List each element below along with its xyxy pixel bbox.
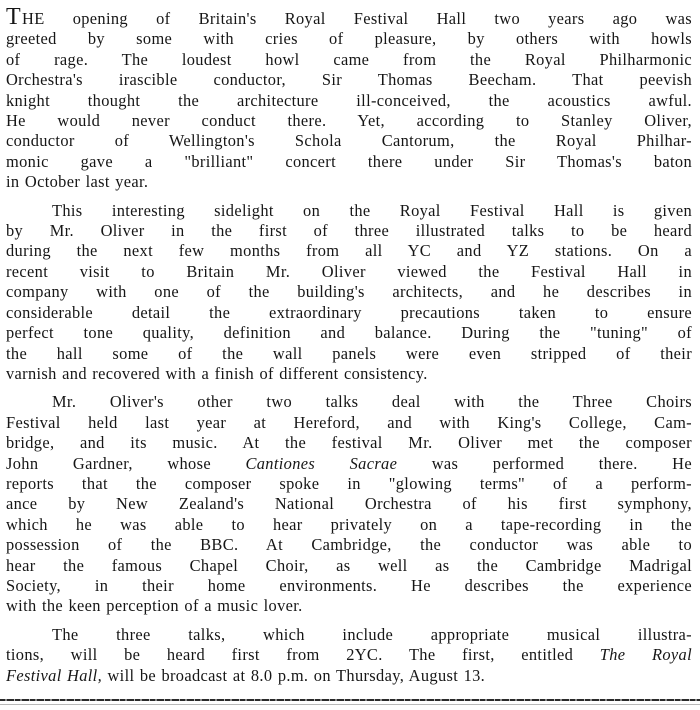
talk-title: Festival Hall, [6, 665, 103, 685]
paragraph-gap [6, 384, 692, 392]
text-line [6, 454, 692, 474]
text-segment: was performed there. He [397, 453, 692, 473]
article [6, 4, 692, 686]
text-line: reports that the composer spoke in "glowing terms" of a perform- [6, 473, 692, 493]
work-title: Cantiones Sacrae [245, 453, 398, 473]
paragraph-4 [6, 625, 692, 686]
text-line: This interesting sidelight on the Royal Festival Hall is given [52, 200, 692, 220]
text-line: hear the famous Chapel Choir, as well as the Cambridge Madrigal [6, 555, 692, 575]
text-line: which he was able to hear privately on a tape-recording in the [6, 514, 692, 534]
paragraph-1 [6, 4, 692, 193]
column-divider-rule [0, 704, 700, 705]
text-line: Mr. Oliver's other two talks deal with the Three Choirs [52, 392, 692, 412]
text-line [6, 645, 692, 665]
text-line: possession of the BBC. At Cambridge, the conductor was able to [6, 535, 692, 555]
text-line: The three talks, which include appropriate musical illustra- [52, 624, 692, 644]
text-line: considerable detail the extraordinary precautions taken to ensure [6, 302, 692, 322]
text-line: Orchestra's irascible conductor, Sir Thomas Beecham. That peevish [6, 70, 692, 90]
paragraph-gap [6, 193, 692, 201]
paragraph-gap [6, 617, 692, 625]
text-segment: John Gardner, whose [6, 453, 246, 473]
paragraph-2 [6, 201, 692, 385]
text-line: He would never conduct there. Yet, according to Stanley Oliver, [6, 111, 692, 131]
text-line: by Mr. Oliver in the first of three illustrated talks to be heard [6, 221, 692, 241]
talk-title: The Royal [599, 645, 692, 665]
text-line [6, 666, 692, 686]
text-line: perfect tone quality, definition and balance. During the "tuning" of [6, 323, 692, 343]
column-divider-rule [0, 699, 700, 701]
text-line: Society, in their home environments. He describes the experience [6, 575, 692, 595]
text-segment: tions, will be heard first from 2YC. The first, entitled [6, 645, 600, 665]
text-line: knight thought the architecture ill-conceived, the acoustics awful. [6, 90, 692, 110]
text-segment: will be broadcast at 8.0 p.m. on Thursday, August 13. [102, 665, 486, 685]
text-line: in October last year. [6, 172, 149, 192]
text-line: monic gave a "brilliant" concert there under Sir Thomas's baton [6, 151, 692, 171]
text-line: with the keen perception of a music lover. [6, 596, 303, 616]
text-line: during the next few months from all YC and YZ stations. On a [6, 241, 692, 261]
text-line: varnish and recovered with a finish of different consistency. [6, 363, 428, 383]
text-line: ance by New Zealand's National Orchestra of his first symphony, [6, 494, 692, 514]
text-line: greeted by some with cries of pleasure, by others with howls [6, 29, 692, 49]
text-line: conductor of Wellington's Schola Cantorum, the Royal Philhar- [6, 131, 692, 151]
text-line: Festival held last year at Hereford, and with King's College, Cam- [6, 412, 692, 432]
text-line: company with one of the building's architects, and he describes in [6, 282, 692, 302]
text-line: recent visit to Britain Mr. Oliver viewed the Festival Hall in [6, 261, 692, 281]
text-line: of rage. The loudest howl came from the Royal Philharmonic [6, 49, 692, 69]
text-line [6, 4, 692, 30]
text-line: the hall some of the wall panels were even stripped of their [6, 343, 692, 363]
paragraph-3 [6, 392, 692, 616]
drop-cap: T [6, 4, 22, 30]
text-line-content: HE opening of Britain's Royal Festival Hall two years ago was [22, 9, 692, 28]
text-line: bridge, and its music. At the festival Mr. Oliver met the composer [6, 433, 692, 453]
